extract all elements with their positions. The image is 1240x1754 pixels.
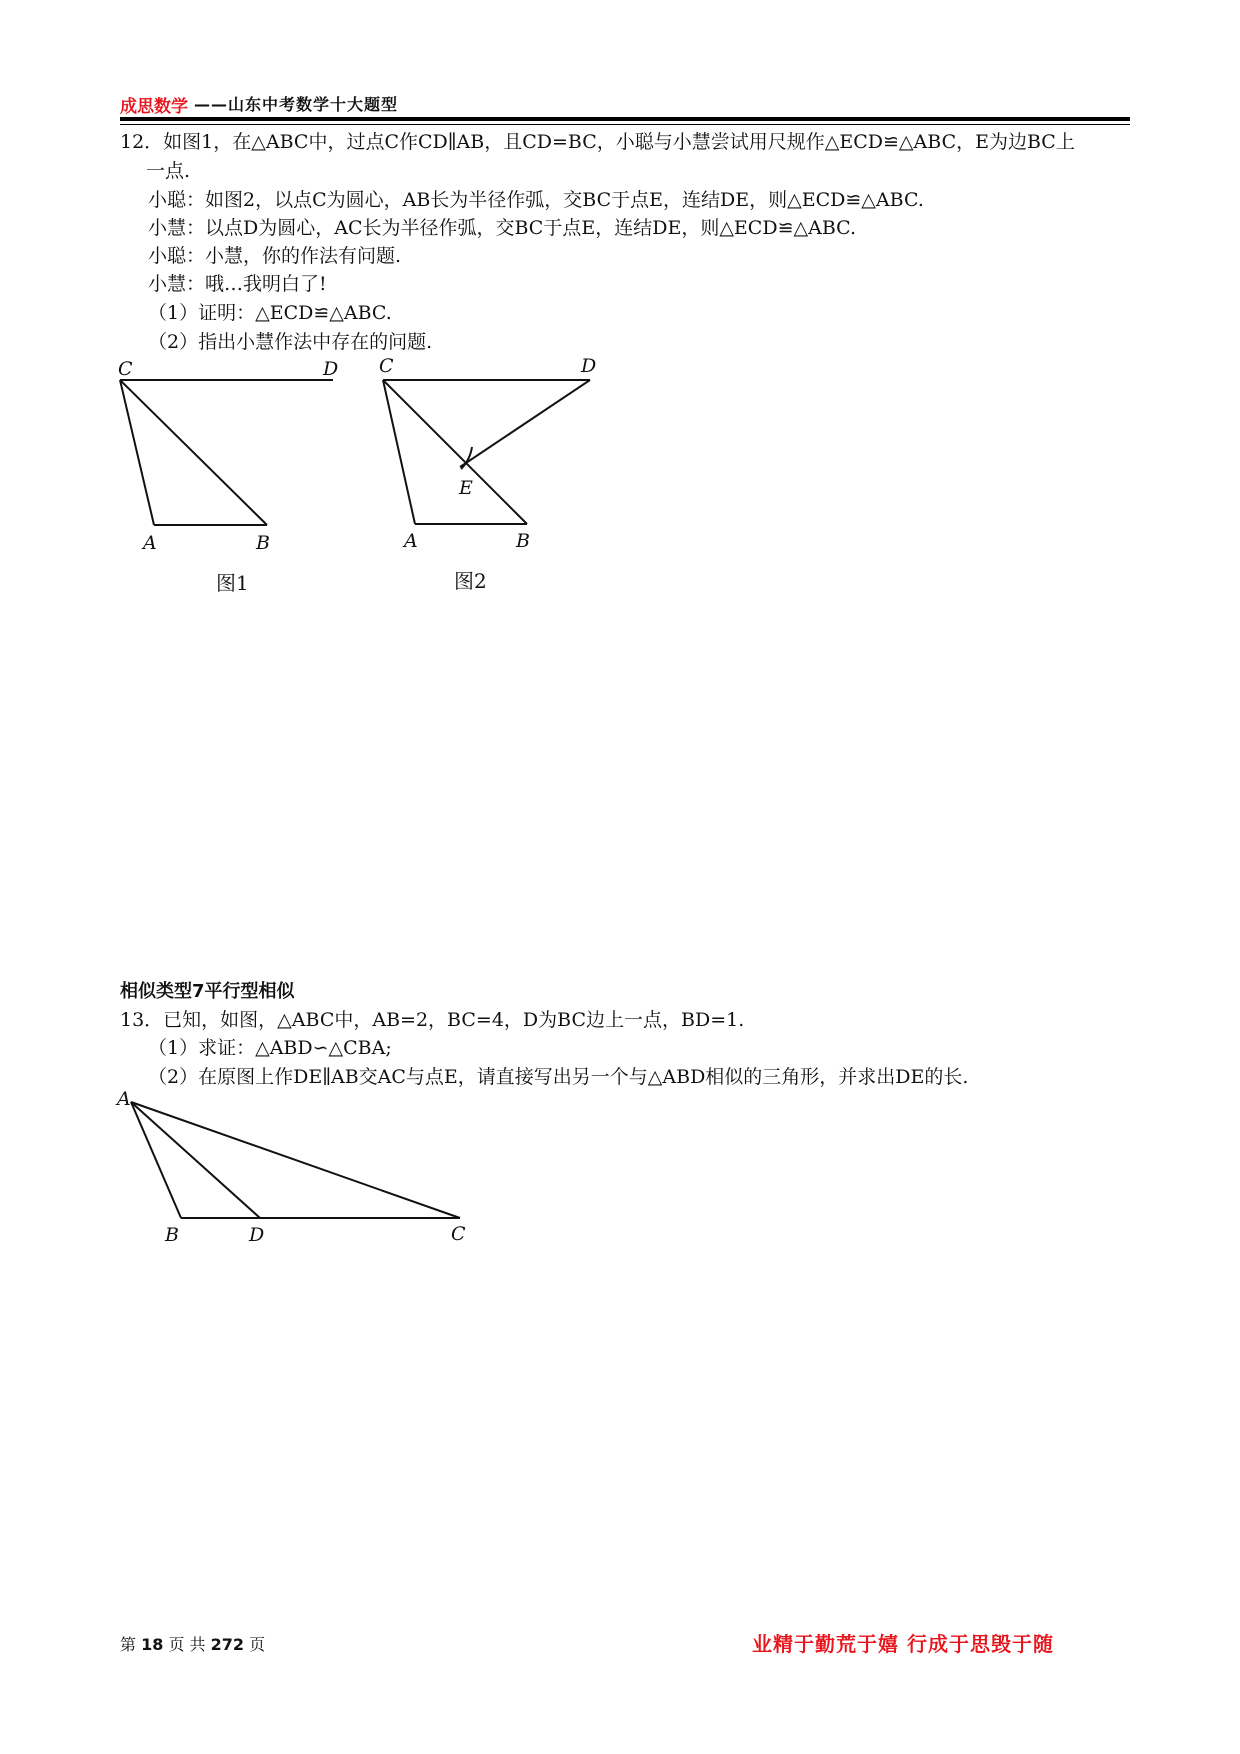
brand-title: 成思数学 [120, 97, 188, 117]
page-mid: 页 共 [168, 1635, 206, 1654]
page-suffix: 页 [249, 1635, 266, 1654]
label-c: C [451, 1223, 466, 1245]
figure-1-caption: 图1 [216, 571, 249, 595]
page-header [120, 92, 1130, 117]
segment-de [460, 380, 590, 467]
footer-motto: 业精于勤荒于嬉 行成于思毁于随 [752, 1632, 1054, 1656]
header-rule-thick [120, 117, 1130, 121]
label-d: D [581, 355, 597, 377]
header-subtitle: ——山东中考数学十大题型 [194, 95, 399, 114]
q13-line-1: 13．已知，如图，△ABC中，AB=2，BC=4，D为BC边上一点，BD=1. [120, 1009, 745, 1031]
segment-ab [131, 1102, 181, 1218]
page-number [120, 1632, 265, 1655]
segment-ad [131, 1102, 260, 1218]
segment-ca [383, 380, 415, 524]
label-d: D [323, 358, 339, 380]
segment-ac [131, 1102, 460, 1218]
figure-2-caption: 图2 [454, 569, 487, 593]
segment-cb [383, 380, 527, 524]
q12-line-3: 小聪：如图2，以点C为圆心，AB长为半径作弧，交BC于点E，连结DE，则△ECD≌△ABC. [148, 189, 924, 211]
label-c: C [118, 358, 133, 380]
label-a: A [117, 1088, 131, 1110]
q13-line-3: （2）在原图上作DE∥AB交AC与点E，请直接写出另一个与△ABD相似的三角形，并求出DE的长. [148, 1066, 969, 1088]
label-b: B [165, 1224, 179, 1246]
label-e: E [459, 477, 473, 499]
label-b: B [256, 532, 270, 554]
q12-line-1: 12．如图1，在△ABC中，过点C作CD∥AB，且CD=BC，小聪与小慧尝试用尺规作△ECD≌△ABC，E为边BC上 [120, 131, 1075, 153]
label-d: D [249, 1224, 265, 1246]
q12-line-6: 小慧：哦…我明白了! [148, 273, 327, 295]
q12-line-5: 小聪：小慧，你的作法有问题. [148, 245, 402, 267]
page-prefix: 第 [120, 1635, 137, 1654]
section-title: 相似类型7平行型相似 [120, 981, 295, 1002]
segment-cb [120, 380, 267, 525]
label-a: A [143, 532, 157, 554]
q12-line-2: 一点. [146, 160, 191, 182]
page-current: 18 [141, 1635, 164, 1654]
label-c: C [379, 355, 394, 377]
label-b: B [516, 530, 530, 552]
header-rule-thin [120, 124, 1130, 125]
page-total: 272 [210, 1635, 245, 1654]
figure-1 [115, 355, 345, 555]
segment-ca [120, 380, 154, 525]
q13-line-2: （1）求证：△ABD∽△CBA; [148, 1037, 392, 1059]
figure-2 [375, 352, 615, 552]
q12-line-4: 小慧：以点D为圆心，AC长为半径作弧，交BC于点E，连结DE，则△ECD≌△ABC. [148, 217, 857, 239]
label-a: A [404, 530, 418, 552]
figure-3 [115, 1088, 475, 1248]
q12-line-7: （1）证明：△ECD≌△ABC. [148, 302, 392, 324]
q12-line-8: （2）指出小慧作法中存在的问题. [148, 331, 433, 353]
